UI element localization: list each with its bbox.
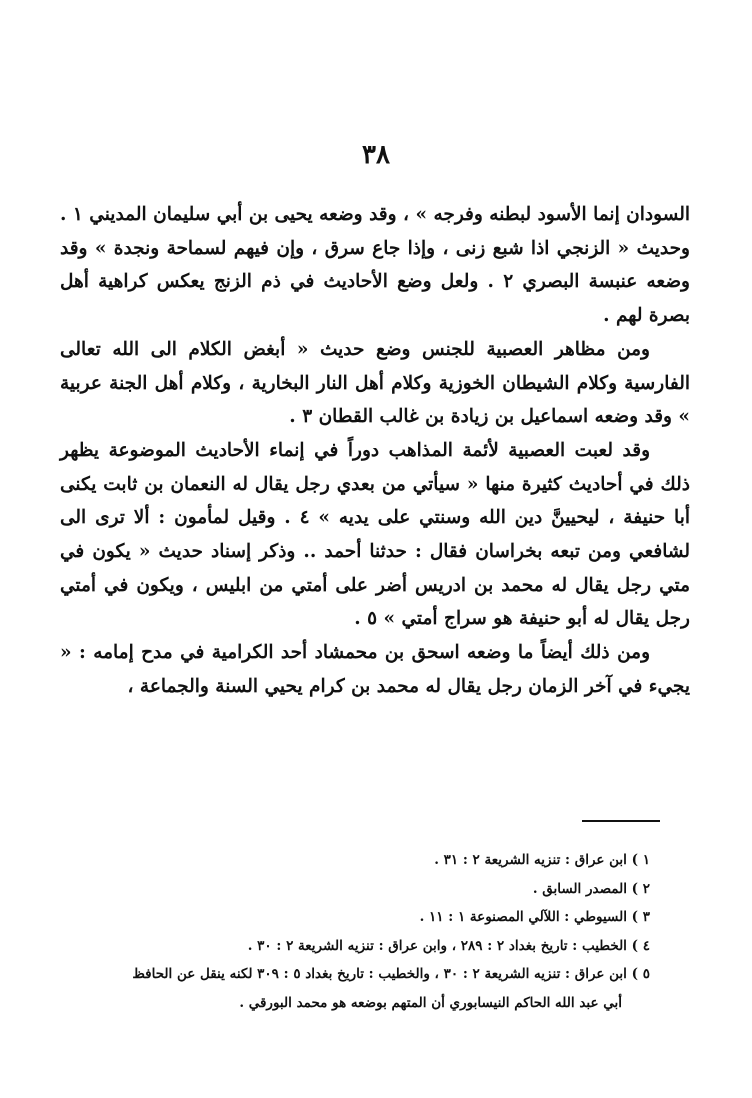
paragraph-continuation: السودان إنما الأسود لبطنه وفرجه » ، وقد وضعه يحيى بن أبي سليمان المديني ١ . وحديث « الزنجي اذا شبع زنى ، وإذا جاع سرق ، وإن فيهم لسماحة ونجدة » وقد وضعه عنبسة البصري ٢ . ولعل وضع الأحاديث في ذم الزنج يعكس كراهية أهل بصرة لهم . xyxy=(60,204,690,327)
paragraph-karramiya: ومن ذلك أيضاً ما وضعه اسحق بن محمشاد أحد الكرامية في مدح إمامه : « يجيء في آخر الزمان رجل يقال له محمد بن كرام يحيي السنة والجماعة ، xyxy=(60,642,690,697)
footnote-5: ٥ ) ابن عراق : تنزيه الشريعة ٢ : ٣٠ ، والخطيب : تاريخ بغداد ٥ : ٣٠٩ لكنه ينقل عن الحافظ xyxy=(132,966,650,982)
paragraph-madhhab-bias: وقد لعبت العصبية لأئمة المذاهب دوراً في إنماء الأحاديث الموضوعة يظهر ذلك في أحاديث كثيرة منها « سيأتي من بعدي رجل يقال له النعمان بن ثابت يكنى أبا حنيفة ، ليحيينَّ دين الله وسنتي على يديه » ٤ . وقيل لمأمون : ألا ترى الى لشافعي ومن تبعه بخراسان فقال : حدثنا أحمد .. وذكر إسناد حديث « يكون في متي رجل يقال له محمد بن ادريس أضر على أمتي من ابليس ، ويكون في أمتي رجل يقال له أبو حنيفة هو سراج أمتي » ٥ . xyxy=(60,439,690,630)
body-text xyxy=(60,198,690,704)
footnote-4: ٤ ) الخطيب : تاريخ بغداد ٢ : ٢٨٩ ، وابن عراق : تنزيه الشريعة ٢ : ٣٠ . xyxy=(247,937,650,954)
footnotes xyxy=(90,846,650,1017)
paragraph-race-bias: ومن مظاهر العصبية للجنس وضع حديث « أبغض الكلام الى الله تعالى الفارسية وكلام الشيطان الخوزية وكلام أهل النار البخارية ، وكلام أهل الجنة عربية » وقد وضعه اسماعيل بن زيادة بن غالب القطان ٣ . xyxy=(60,338,690,428)
footnote-3: ٣ ) السيوطي : اللآلي المصنوعة ١ : ١١ . xyxy=(419,909,650,925)
page-number: ٣٨ xyxy=(362,140,390,170)
footnote-5-continuation: أبي عبد الله الحاكم النيسابوري أن المتهم بوضعه هو محمد البورقي . xyxy=(239,994,622,1011)
footnote-2: ٢ ) المصدر السابق . xyxy=(532,880,650,897)
footnote-divider xyxy=(582,820,660,822)
footnote-1: ١ ) ابن عراق : تنزيه الشريعة ٢ : ٣١ . xyxy=(434,852,650,868)
